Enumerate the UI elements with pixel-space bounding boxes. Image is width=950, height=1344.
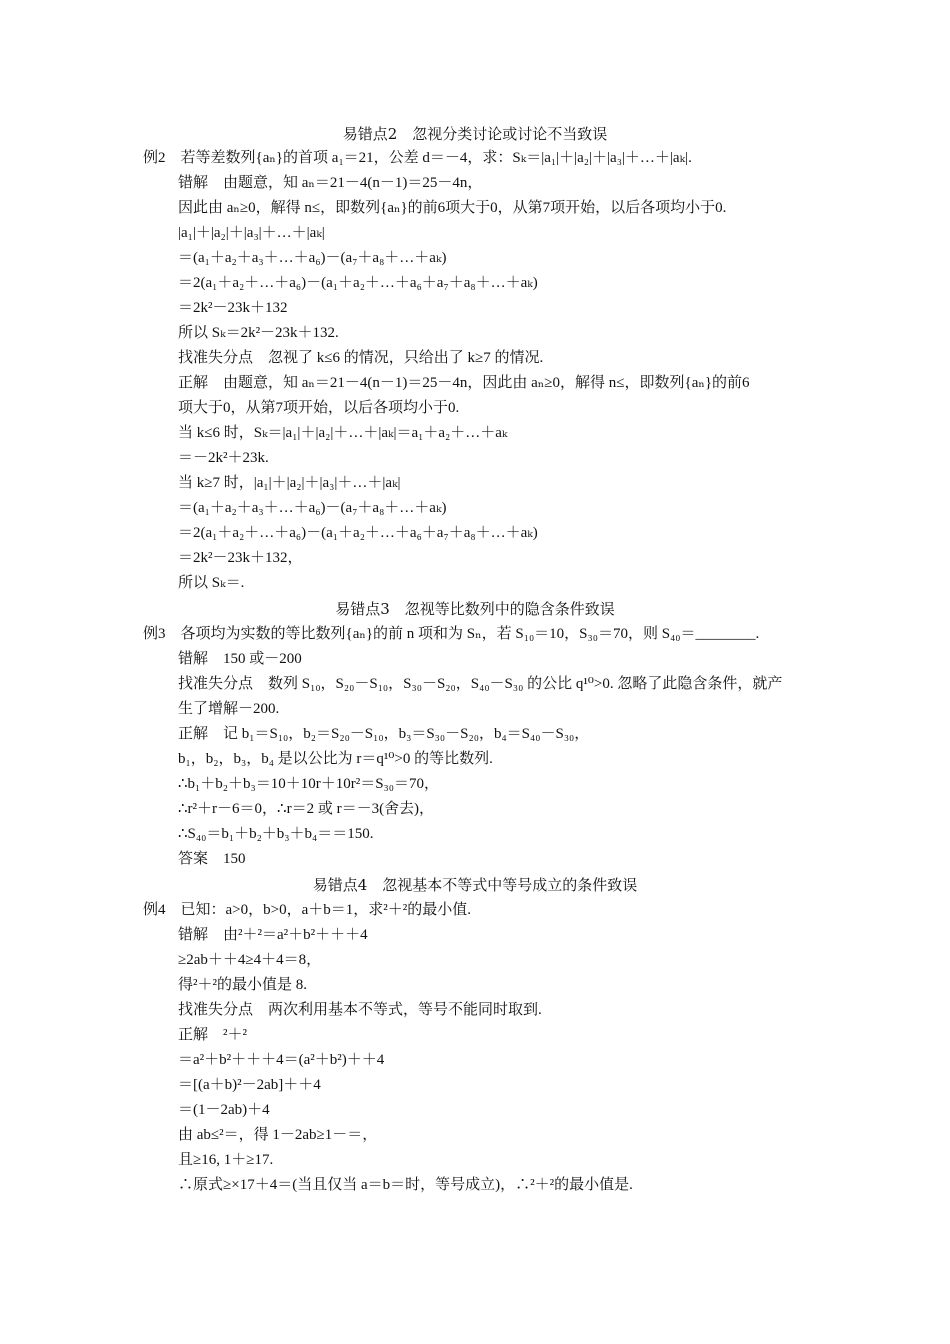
formula-line: 当 k≤6 时，Sₖ＝|a₁|＋|a₂|＋…＋|aₖ|＝a₁＋a₂＋…＋aₖ [178, 425, 508, 441]
error-analysis-line: 找准失分点 忽视了 k≤6 的情况，只给出了 k≥7 的情况. [178, 350, 544, 366]
formula-line: ＝a²＋b²＋＋＋4＝(a²＋b²)＋＋4 [178, 1052, 385, 1068]
formula-line: ＝2(a₁＋a₂＋…＋a₆)－(a₁＋a₂＋…＋a₆＋a₇＋a₈＋…＋aₖ) [178, 275, 538, 291]
wrong-solution-line: 错解 由²＋²＝a²＋b²＋＋＋4 [178, 927, 368, 943]
text-line: 项大于0，从第7项开始，以后各项均小于0. [178, 400, 460, 416]
formula-line: 且≥16, 1＋≥17. [178, 1152, 274, 1168]
formula-line: ＝－2k²＋23k. [178, 450, 269, 466]
formula-line: ∴S₄₀＝b₁＋b₂＋b₃＋b₄＝＝150. [178, 826, 374, 842]
formula-line: |a₁|＋|a₂|＋|a₃|＋…＋|aₖ| [178, 225, 325, 241]
formula-line: ＝2(a₁＋a₂＋…＋a₆)－(a₁＋a₂＋…＋a₆＋a₇＋a₈＋…＋aₖ) [178, 525, 538, 541]
section-title-2: 易错点2 忽视分类讨论或讨论不当致误 [342, 125, 608, 143]
formula-line: ∴r²＋r－6＝0，∴r＝2 或 r＝－3(舍去)， [178, 801, 435, 817]
text-line: 所以 Sₖ＝2k²－23k＋132. [178, 325, 339, 341]
section-title-3: 易错点3 忽视等比数列中的隐含条件致误 [335, 600, 615, 618]
wrong-solution-line: 错解 由题意，知 aₙ＝21－4(n－1)＝25－4n， [178, 175, 483, 191]
formula-line: 由 ab≤²＝，得 1－2ab≥1－＝， [178, 1127, 378, 1143]
wrong-solution-line: 错解 150 或－200 [178, 651, 302, 667]
example-4-statement: 例4 已知：a>0，b>0，a＋b＝1，求²＋²的最小值. [143, 902, 471, 918]
correct-solution-line: 正解 记 b₁＝S₁₀，b₂＝S₂₀－S₁₀，b₃＝S₃₀－S₂₀，b₄＝S₄₀－S₃₀， [178, 726, 590, 742]
formula-line: ＝[(a＋b)²－2ab]＋＋4 [178, 1077, 321, 1093]
text-line: 生了增解－200. [178, 701, 280, 717]
error-analysis-line: 找准失分点 数列 S₁₀，S₂₀－S₁₀，S₃₀－S₂₀，S₄₀－S₃₀ 的公比 q¹⁰>0. 忽略了此隐含条件，就产 [178, 676, 783, 692]
formula-line: b₁，b₂，b₃，b₄ 是以公比为 r＝q¹⁰>0 的等比数列. [178, 751, 493, 767]
text-line: 因此由 aₙ≥0，解得 n≤，即数列{aₙ}的前6项大于0，从第7项开始，以后各项均小于0. [178, 200, 727, 216]
formula-line: ≥2ab＋＋4≥4＋4＝8， [178, 952, 322, 968]
formula-line: ∴b₁＋b₂＋b₃＝10＋10r＋10r²＝S₃₀＝70， [178, 776, 440, 792]
formula-line: ＝2k²－23k＋132 [178, 300, 288, 316]
text-line: 所以 Sₖ＝. [178, 575, 245, 591]
correct-solution-line: 正解 ²＋² [178, 1027, 247, 1043]
text-line: 得²＋²的最小值是 8. [178, 977, 307, 993]
answer-line: 答案 150 [178, 851, 246, 867]
example-2-statement: 例2 若等差数列{aₙ}的首项 a₁＝21，公差 d＝－4，求：Sₖ＝|a₁|＋|a₂|＋|a₃|＋…＋|aₖ|. [143, 150, 692, 166]
correct-solution-line: 正解 由题意，知 aₙ＝21－4(n－1)＝25－4n，因此由 aₙ≥0，解得 n≤，即数列{aₙ}的前6 [178, 375, 750, 391]
section-title-4: 易错点4 忽视基本不等式中等号成立的条件致误 [312, 876, 638, 894]
formula-line: ＝(a₁＋a₂＋a₃＋…＋a₆)－(a₇＋a₈＋…＋aₖ) [178, 500, 447, 516]
error-analysis-line: 找准失分点 两次利用基本不等式，等号不能同时取到. [178, 1002, 542, 1018]
formula-line: 当 k≥7 时，|a₁|＋|a₂|＋|a₃|＋…＋|aₖ| [178, 475, 401, 491]
formula-line: ＝(1－2ab)＋4 [178, 1102, 270, 1118]
example-3-statement: 例3 各项均为实数的等比数列{aₙ}的前 n 项和为 Sₙ，若 S₁₀＝10，S₃₀＝70，则 S₄₀＝________. [143, 626, 760, 642]
formula-line: ＝(a₁＋a₂＋a₃＋…＋a₆)－(a₇＋a₈＋…＋aₖ) [178, 250, 447, 266]
conclusion-line: ∴原式≥×17＋4＝(当且仅当 a＝b＝时，等号成立)，∴²＋²的最小值是. [178, 1177, 633, 1193]
formula-line: ＝2k²－23k＋132， [178, 550, 303, 566]
